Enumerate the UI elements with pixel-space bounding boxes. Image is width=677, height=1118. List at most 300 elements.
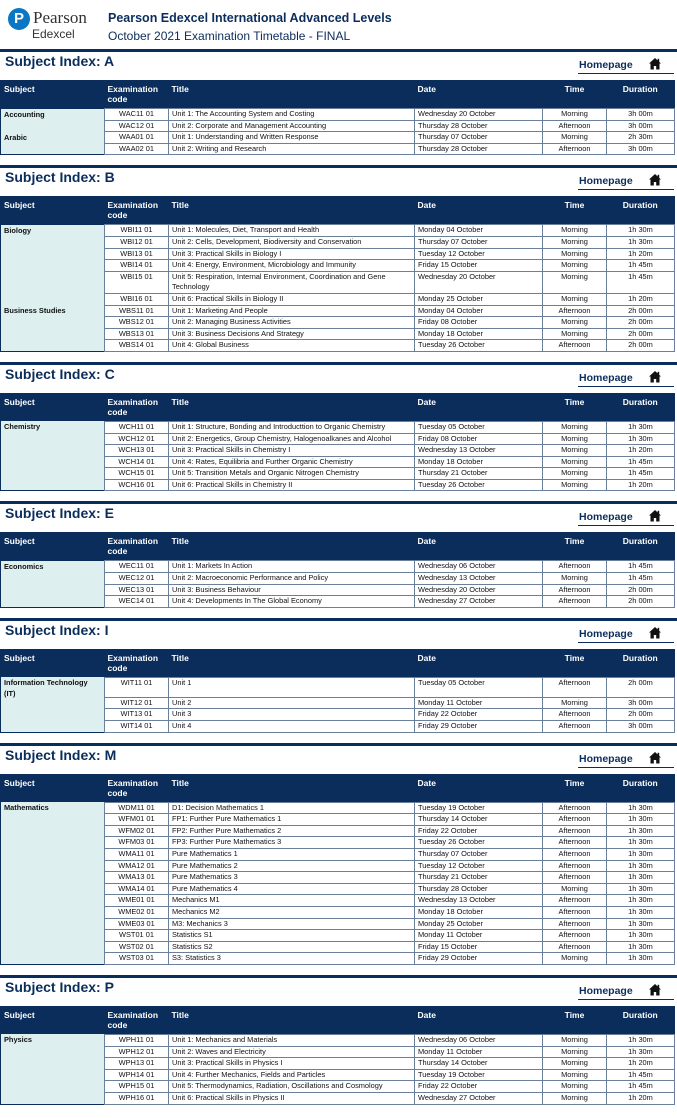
exam-date: Friday 15 October	[415, 260, 543, 272]
subject-index-section-2	[0, 165, 677, 362]
exam-date: Wednesday 06 October	[415, 561, 543, 573]
exam-title: Statistics S1	[169, 930, 415, 942]
exam-title: Unit 2	[169, 697, 415, 709]
exam-time: Morning	[543, 1046, 607, 1058]
exam-title: Unit 5: Respiration, Internal Environment, Coordination and Gene Technology	[169, 271, 415, 293]
homepage-link[interactable]: Homepage	[579, 627, 633, 640]
exam-time: Morning	[543, 225, 607, 237]
section-title: Subject Index: A	[5, 53, 115, 69]
document-title: Pearson Edexcel International Advanced Levels	[108, 11, 392, 25]
exam-duration: 1h 30m	[607, 872, 675, 884]
exam-code: WBS14 01	[105, 340, 169, 352]
exam-time: Morning	[543, 1058, 607, 1070]
column-header-subject: Subject	[1, 393, 105, 421]
home-icon[interactable]	[648, 983, 662, 997]
section-rule	[578, 767, 674, 768]
table-row	[1, 225, 675, 237]
exam-title: Unit 2: Macroeconomic Performance and Policy	[169, 573, 415, 585]
exam-code: WFM02 01	[105, 825, 169, 837]
homepage-link[interactable]: Homepage	[579, 752, 633, 765]
column-header-code: Examination code	[105, 649, 169, 677]
exam-title: Unit 3: Business Behaviour	[169, 584, 415, 596]
timetable-table	[0, 1006, 675, 1105]
column-header-duration: Duration	[607, 533, 675, 561]
column-header-subject: Subject	[1, 1006, 105, 1034]
column-header-code: Examination code	[105, 81, 169, 109]
column-header-code: Examination code	[105, 533, 169, 561]
exam-code: WIT14 01	[105, 721, 169, 733]
exam-date: Monday 18 October	[415, 906, 543, 918]
exam-time: Morning	[543, 697, 607, 709]
exam-duration: 1h 30m	[607, 802, 675, 814]
exam-time: Afternoon	[543, 906, 607, 918]
home-icon[interactable]	[648, 626, 662, 640]
column-header-date: Date	[415, 197, 543, 225]
column-header-subject: Subject	[1, 774, 105, 802]
exam-title: Pure Mathematics 2	[169, 860, 415, 872]
subject-name: Chemistry	[4, 422, 41, 432]
exam-date: Wednesday 20 October	[415, 109, 543, 121]
exam-duration: 1h 30m	[607, 906, 675, 918]
exam-duration: 3h 00m	[607, 143, 675, 155]
timetable-content	[0, 49, 677, 1115]
home-icon[interactable]	[648, 751, 662, 765]
section-title: Subject Index: I	[5, 621, 109, 638]
exam-title: Unit 3: Practical Skills in Physics I	[169, 1058, 415, 1070]
exam-code: WPH15 01	[105, 1081, 169, 1093]
exam-time: Morning	[543, 260, 607, 272]
exam-date: Monday 25 October	[415, 293, 543, 305]
table-row	[1, 802, 675, 814]
exam-date: Monday 11 October	[415, 1046, 543, 1058]
exam-title: Unit 3: Practical Skills in Biology I	[169, 248, 415, 260]
subject-name: Information Technology (IT)	[4, 678, 88, 698]
exam-title: Unit 2: Writing and Research	[169, 143, 415, 155]
exam-duration: 1h 30m	[607, 860, 675, 872]
section-rule	[578, 73, 674, 74]
exam-code: WBI14 01	[105, 260, 169, 272]
exam-title: Unit 6: Practical Skills in Physics II	[169, 1092, 415, 1104]
timetable-table	[0, 649, 675, 733]
exam-title: Unit 4: Developments In The Global Economy	[169, 596, 415, 608]
exam-code: WFM03 01	[105, 837, 169, 849]
section-header	[0, 743, 677, 774]
exam-time: Afternoon	[543, 677, 607, 697]
exam-time: Morning	[543, 573, 607, 585]
exam-date: Wednesday 20 October	[415, 271, 543, 293]
exam-duration: 1h 30m	[607, 895, 675, 907]
exam-code: WMA11 01	[105, 849, 169, 861]
exam-code: WAC12 01	[105, 120, 169, 132]
table-row	[1, 305, 675, 317]
timetable-table	[0, 774, 675, 965]
exam-time: Afternoon	[543, 825, 607, 837]
exam-time: Morning	[543, 236, 607, 248]
exam-date: Monday 04 October	[415, 305, 543, 317]
exam-time: Afternoon	[543, 305, 607, 317]
exam-time: Afternoon	[543, 849, 607, 861]
exam-duration: 2h 00m	[607, 305, 675, 317]
exam-code: WPH12 01	[105, 1046, 169, 1058]
exam-code: WST02 01	[105, 941, 169, 953]
subject-name: Biology	[4, 225, 32, 235]
exam-title: Unit 2: Waves and Electricity	[169, 1046, 415, 1058]
home-icon[interactable]	[648, 57, 662, 71]
exam-duration: 3h 00m	[607, 697, 675, 709]
exam-time: Afternoon	[543, 814, 607, 826]
exam-code: WMA12 01	[105, 860, 169, 872]
exam-date: Tuesday 05 October	[415, 421, 543, 433]
column-header-duration: Duration	[607, 774, 675, 802]
exam-duration: 2h 00m	[607, 340, 675, 352]
exam-date: Friday 22 October	[415, 825, 543, 837]
exam-duration: 2h 00m	[607, 709, 675, 721]
exam-code: WBI12 01	[105, 236, 169, 248]
column-header-time: Time	[543, 81, 607, 109]
exam-code: WST01 01	[105, 930, 169, 942]
section-title: Subject Index: M	[5, 746, 117, 763]
exam-time: Afternoon	[543, 584, 607, 596]
exam-date: Thursday 07 October	[415, 849, 543, 861]
exam-duration: 1h 45m	[607, 573, 675, 585]
column-header-time: Time	[543, 533, 607, 561]
exam-date: Monday 18 October	[415, 456, 543, 468]
exam-date: Tuesday 26 October	[415, 340, 543, 352]
table-row	[1, 561, 675, 573]
exam-title: Unit 1: Structure, Bonding and Introducttion to Organic Chemistry	[169, 421, 415, 433]
exam-date: Monday 18 October	[415, 328, 543, 340]
subject-index-section-3	[0, 362, 677, 502]
exam-time: Afternoon	[543, 802, 607, 814]
exam-time: Morning	[543, 317, 607, 329]
exam-duration: 1h 20m	[607, 445, 675, 457]
exam-duration: 1h 30m	[607, 225, 675, 237]
exam-time: Morning	[543, 1092, 607, 1104]
timetable-table	[0, 393, 675, 492]
exam-date: Tuesday 12 October	[415, 860, 543, 872]
exam-time: Afternoon	[543, 340, 607, 352]
section-title: Subject Index: B	[5, 169, 115, 186]
home-icon[interactable]	[648, 509, 662, 523]
column-header-title: Title	[169, 1006, 415, 1034]
exam-time: Afternoon	[543, 709, 607, 721]
exam-code: WCH15 01	[105, 468, 169, 480]
exam-title: Unit 3: Practical Skills in Chemistry I	[169, 445, 415, 457]
exam-date: Thursday 28 October	[415, 120, 543, 132]
exam-code: WPH13 01	[105, 1058, 169, 1070]
exam-code: WBS13 01	[105, 328, 169, 340]
timetable-table	[0, 196, 675, 352]
exam-date: Monday 25 October	[415, 918, 543, 930]
exam-date: Friday 22 October	[415, 1081, 543, 1093]
home-icon[interactable]	[648, 370, 662, 384]
exam-time: Morning	[543, 1069, 607, 1081]
exam-code: WAC11 01	[105, 109, 169, 121]
section-header	[0, 501, 677, 532]
column-header-duration: Duration	[607, 81, 675, 109]
section-title: Subject Index: C	[5, 365, 115, 382]
exam-date: Tuesday 19 October	[415, 802, 543, 814]
exam-code: WEC11 01	[105, 561, 169, 573]
column-header-date: Date	[415, 649, 543, 677]
column-header-time: Time	[543, 393, 607, 421]
exam-time: Afternoon	[543, 721, 607, 733]
section-header	[0, 362, 677, 393]
column-header-time: Time	[543, 649, 607, 677]
exam-title: Pure Mathematics 4	[169, 883, 415, 895]
subject-index-section-7	[0, 975, 677, 1115]
exam-code: WAA02 01	[105, 143, 169, 155]
exam-date: Wednesday 13 October	[415, 445, 543, 457]
exam-duration: 1h 30m	[607, 849, 675, 861]
table-header-row	[1, 81, 675, 109]
exam-code: WIT12 01	[105, 697, 169, 709]
exam-code: WBI13 01	[105, 248, 169, 260]
exam-date: Monday 04 October	[415, 225, 543, 237]
column-header-time: Time	[543, 197, 607, 225]
exam-time: Morning	[543, 1081, 607, 1093]
table-header-row	[1, 197, 675, 225]
exam-code: WCH12 01	[105, 433, 169, 445]
column-header-title: Title	[169, 81, 415, 109]
home-icon[interactable]	[648, 173, 662, 187]
exam-time: Afternoon	[543, 561, 607, 573]
exam-title: Unit 2: Corporate and Management Accounting	[169, 120, 415, 132]
exam-time: Afternoon	[543, 918, 607, 930]
subject-index-section-4	[0, 501, 677, 617]
exam-duration: 1h 45m	[607, 271, 675, 293]
table-row	[1, 421, 675, 433]
exam-code: WME01 01	[105, 895, 169, 907]
exam-title: Pure Mathematics 3	[169, 872, 415, 884]
exam-time: Morning	[543, 456, 607, 468]
table-row	[1, 677, 675, 697]
exam-duration: 1h 30m	[607, 918, 675, 930]
homepage-link[interactable]: Homepage	[579, 59, 633, 71]
exam-title: Unit 4: Global Business	[169, 340, 415, 352]
exam-duration: 1h 30m	[607, 433, 675, 445]
exam-date: Wednesday 06 October	[415, 1034, 543, 1046]
column-header-time: Time	[543, 1006, 607, 1034]
exam-date: Friday 22 October	[415, 709, 543, 721]
exam-title: Unit 4: Further Mechanics, Fields and Particles	[169, 1069, 415, 1081]
exam-code: WST03 01	[105, 953, 169, 965]
exam-title: Unit 6: Practical Skills in Chemistry II	[169, 479, 415, 491]
document-subtitle: October 2021 Examination Timetable - FINAL	[108, 29, 351, 43]
column-header-duration: Duration	[607, 197, 675, 225]
exam-duration: 1h 20m	[607, 1092, 675, 1104]
column-header-title: Title	[169, 533, 415, 561]
exam-duration: 1h 30m	[607, 825, 675, 837]
exam-time: Morning	[543, 328, 607, 340]
exam-duration: 3h 00m	[607, 109, 675, 121]
exam-date: Wednesday 27 October	[415, 1092, 543, 1104]
exam-date: Thursday 28 October	[415, 883, 543, 895]
exam-time: Afternoon	[543, 941, 607, 953]
page-header	[0, 0, 677, 48]
timetable-table	[0, 532, 675, 607]
exam-duration: 1h 30m	[607, 941, 675, 953]
exam-duration: 2h 00m	[607, 677, 675, 697]
column-header-code: Examination code	[105, 393, 169, 421]
exam-date: Tuesday 26 October	[415, 837, 543, 849]
exam-time: Afternoon	[543, 143, 607, 155]
column-header-title: Title	[169, 774, 415, 802]
exam-duration: 1h 30m	[607, 421, 675, 433]
exam-title: Unit 1: Markets In Action	[169, 561, 415, 573]
subject-name: Mathematics	[4, 803, 49, 813]
exam-time: Morning	[543, 445, 607, 457]
section-header	[0, 975, 677, 1006]
exam-duration: 1h 30m	[607, 837, 675, 849]
exam-time: Morning	[543, 421, 607, 433]
exam-title: S3: Statistics 3	[169, 953, 415, 965]
exam-duration: 1h 45m	[607, 1081, 675, 1093]
table-header-row	[1, 393, 675, 421]
column-header-title: Title	[169, 197, 415, 225]
section-title: Subject Index: E	[5, 505, 114, 522]
column-header-date: Date	[415, 774, 543, 802]
exam-date: Friday 15 October	[415, 941, 543, 953]
exam-title: Unit 3: Business Decisions And Strategy	[169, 328, 415, 340]
column-header-title: Title	[169, 393, 415, 421]
exam-time: Afternoon	[543, 837, 607, 849]
exam-date: Thursday 07 October	[415, 132, 543, 144]
exam-duration: 2h 00m	[607, 317, 675, 329]
exam-code: WIT13 01	[105, 709, 169, 721]
table-row	[1, 109, 675, 121]
subject-name: Economics	[4, 561, 44, 571]
exam-duration: 1h 45m	[607, 260, 675, 272]
column-header-subject: Subject	[1, 533, 105, 561]
exam-code: WEC14 01	[105, 596, 169, 608]
exam-code: WME02 01	[105, 906, 169, 918]
exam-code: WBI15 01	[105, 271, 169, 293]
column-header-subject: Subject	[1, 81, 105, 109]
exam-code: WCH16 01	[105, 479, 169, 491]
exam-duration: 1h 20m	[607, 293, 675, 305]
exam-time: Morning	[543, 479, 607, 491]
homepage-link[interactable]: Homepage	[579, 175, 633, 188]
exam-title: Unit 2: Energetics, Group Chemistry, Halogenoalkanes and Alcohol	[169, 433, 415, 445]
exam-title: Unit 3	[169, 709, 415, 721]
exam-title: Unit 1	[169, 677, 415, 697]
exam-duration: 1h 30m	[607, 1046, 675, 1058]
exam-time: Afternoon	[543, 872, 607, 884]
logo-subbrand: Edexcel	[32, 27, 75, 41]
homepage-link[interactable]: Homepage	[579, 984, 633, 997]
exam-duration: 1h 30m	[607, 883, 675, 895]
homepage-link[interactable]: Homepage	[579, 371, 633, 384]
exam-title: Unit 2: Cells, Development, Biodiversity and Conservation	[169, 236, 415, 248]
exam-time: Afternoon	[543, 895, 607, 907]
exam-code: WEC13 01	[105, 584, 169, 596]
exam-title: Unit 1: Molecules, Diet, Transport and Health	[169, 225, 415, 237]
exam-duration: 1h 30m	[607, 930, 675, 942]
exam-time: Morning	[543, 953, 607, 965]
section-rule	[578, 386, 674, 387]
column-header-subject: Subject	[1, 649, 105, 677]
exam-title: Unit 5: Transition Metals and Organic Nitrogen Chemistry	[169, 468, 415, 480]
exam-title: Unit 1: Marketing And People	[169, 305, 415, 317]
exam-date: Monday 11 October	[415, 930, 543, 942]
exam-duration: 2h 00m	[607, 328, 675, 340]
section-rule	[578, 525, 674, 526]
section-header	[0, 618, 677, 649]
column-header-duration: Duration	[607, 649, 675, 677]
exam-title: FP1: Further Pure Mathematics 1	[169, 814, 415, 826]
exam-duration: 2h 30m	[607, 132, 675, 144]
exam-time: Afternoon	[543, 860, 607, 872]
column-header-date: Date	[415, 1006, 543, 1034]
exam-time: Afternoon	[543, 930, 607, 942]
exam-time: Morning	[543, 1034, 607, 1046]
exam-code: WPH11 01	[105, 1034, 169, 1046]
exam-code: WMA13 01	[105, 872, 169, 884]
exam-duration: 1h 45m	[607, 561, 675, 573]
exam-duration: 1h 30m	[607, 814, 675, 826]
exam-code: WMA14 01	[105, 883, 169, 895]
table-header-row	[1, 774, 675, 802]
table-header-row	[1, 649, 675, 677]
exam-code: WCH11 01	[105, 421, 169, 433]
exam-title: Unit 1: Understanding and Written Response	[169, 132, 415, 144]
exam-duration: 1h 30m	[607, 953, 675, 965]
homepage-link[interactable]: Homepage	[579, 511, 633, 524]
exam-code: WME03 01	[105, 918, 169, 930]
exam-date: Wednesday 27 October	[415, 596, 543, 608]
subject-name: Arabic	[4, 132, 28, 142]
exam-title: Unit 1: Mechanics and Materials	[169, 1034, 415, 1046]
exam-duration: 1h 30m	[607, 1034, 675, 1046]
exam-duration: 1h 45m	[607, 468, 675, 480]
exam-code: WBI16 01	[105, 293, 169, 305]
column-header-duration: Duration	[607, 393, 675, 421]
exam-date: Thursday 21 October	[415, 872, 543, 884]
subject-index-section-6	[0, 743, 677, 975]
subject-name: Physics	[4, 1035, 32, 1045]
exam-title: D1: Decision Mathematics 1	[169, 802, 415, 814]
exam-duration: 1h 45m	[607, 1069, 675, 1081]
exam-title: M3: Mechanics 3	[169, 918, 415, 930]
exam-date: Thursday 28 October	[415, 143, 543, 155]
exam-time: Morning	[543, 271, 607, 293]
table-header-row	[1, 533, 675, 561]
subject-index-section-1	[0, 49, 677, 165]
exam-code: WPH14 01	[105, 1069, 169, 1081]
exam-title: FP2: Further Pure Mathematics 2	[169, 825, 415, 837]
section-header	[0, 49, 677, 80]
exam-time: Morning	[543, 248, 607, 260]
column-header-code: Examination code	[105, 1006, 169, 1034]
exam-title: Unit 4: Energy, Environment, Microbiology and Immunity	[169, 260, 415, 272]
exam-duration: 2h 00m	[607, 584, 675, 596]
exam-date: Friday 29 October	[415, 953, 543, 965]
exam-date: Tuesday 26 October	[415, 479, 543, 491]
logo-wordmark: Pearson	[33, 8, 87, 27]
exam-time: Morning	[543, 132, 607, 144]
exam-code: WDM11 01	[105, 802, 169, 814]
timetable-table	[0, 80, 675, 155]
column-header-title: Title	[169, 649, 415, 677]
exam-date: Wednesday 13 October	[415, 895, 543, 907]
column-header-subject: Subject	[1, 197, 105, 225]
exam-title: Unit 4: Rates, Equilibria and Further Organic Chemistry	[169, 456, 415, 468]
exam-date: Tuesday 19 October	[415, 1069, 543, 1081]
exam-title: Mechanics M2	[169, 906, 415, 918]
exam-time: Morning	[543, 883, 607, 895]
exam-code: WFM01 01	[105, 814, 169, 826]
